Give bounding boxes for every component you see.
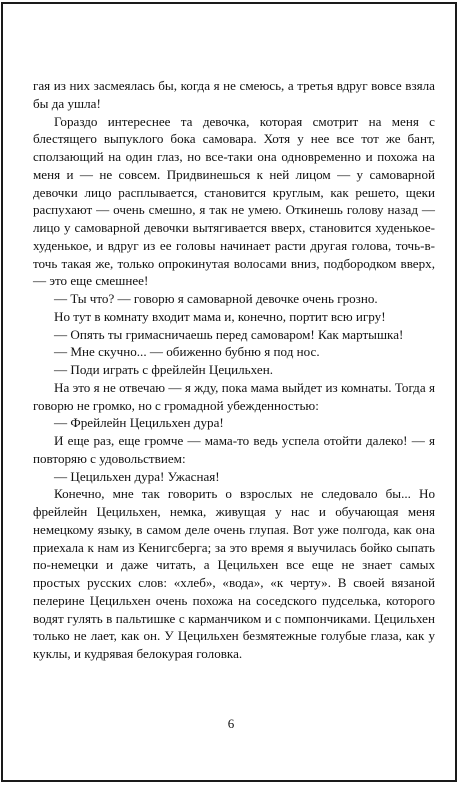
paragraph-1: гая из них засмеялась бы, когда я не смеюсь, а третья вдруг вовсе взяла бы да ушла! xyxy=(33,78,435,111)
page-number: 6 xyxy=(227,716,235,731)
paragraph-8: На это я не отвечаю — я жду, пока мама выйдет из комнаты. Тогда я говорю не громко, но с громадной убежденностью: xyxy=(33,379,435,413)
page-frame xyxy=(1,2,457,782)
paragraph-11: — Цецильхен дура! Ужасная! xyxy=(54,468,220,484)
paragraph-6: — Мне скучно... — обиженно бубню я под нос. xyxy=(54,344,320,360)
paragraph-2: Гораздо интереснее та девочка, которая смотрит на меня с блестящего выпуклого бока самовара. Хотя у нее все тот же бант, сползающий на один глаз, но все-таки она одновременно и похожа на меня и — не совсем. Придвинешься к ней лицом — у самоварной девочки лицо расплывается, становится круглым, как решето, щеки распухают — очень смешно, я так не умею. Откинешь голову назад — лицо у самоварной девочки вытягивается вверх, становится худенькое-худенькое, и вдруг из ее головы начинает расти другая голова, точь-в-точь такая же, только опрокинутая волосами вниз, подбородком вверх, — это еще смешнее! xyxy=(33,113,435,289)
paragraph-5: — Опять ты гримасничаешь перед самоваром! Как мартышка! xyxy=(54,326,404,342)
paragraph-12: Конечно, мне так говорить о взрослых не следовало бы... Но фрейлейн Цецильхен, немка, живущая у нас и обучающая меня немецкому языку, в самом деле очень глупая. Вот уже полгода, как она приехала к нам из Кенигсберга; за это время я выучилась бойко сыпать по-немецки и даже читать, а Цецильхен все еще не знает самых простых русских слов: «хлеб», «вода», «к черту». В своей вязаной пелерине Цецильхен очень похожа на соседского пудселька, которого водят гулять в пальтишке с карманчиком и с помпончиками. Цецильхен только не лает, как он. У Цецильхен безмятежные голубые глаза, как у куклы, и кудрявая белокурая головка. xyxy=(33,486,435,661)
body-text xyxy=(33,77,435,663)
paragraph-3: — Ты что? — говорю я самоварной девочке очень грозно. xyxy=(54,291,378,306)
paragraph-10: И еще раз, еще громче — мама-то ведь успела отойти далеко! — я повторяю с удовольствием: xyxy=(33,433,435,466)
paragraph-9: — Фрейлейн Цецильхен дура! xyxy=(54,415,224,431)
paragraph-7: — Поди играть с фрейлейн Цецильхен. xyxy=(54,362,273,377)
paragraph-4: Но тут в комнату входит мама и, конечно, портит всю игру! xyxy=(54,308,386,324)
